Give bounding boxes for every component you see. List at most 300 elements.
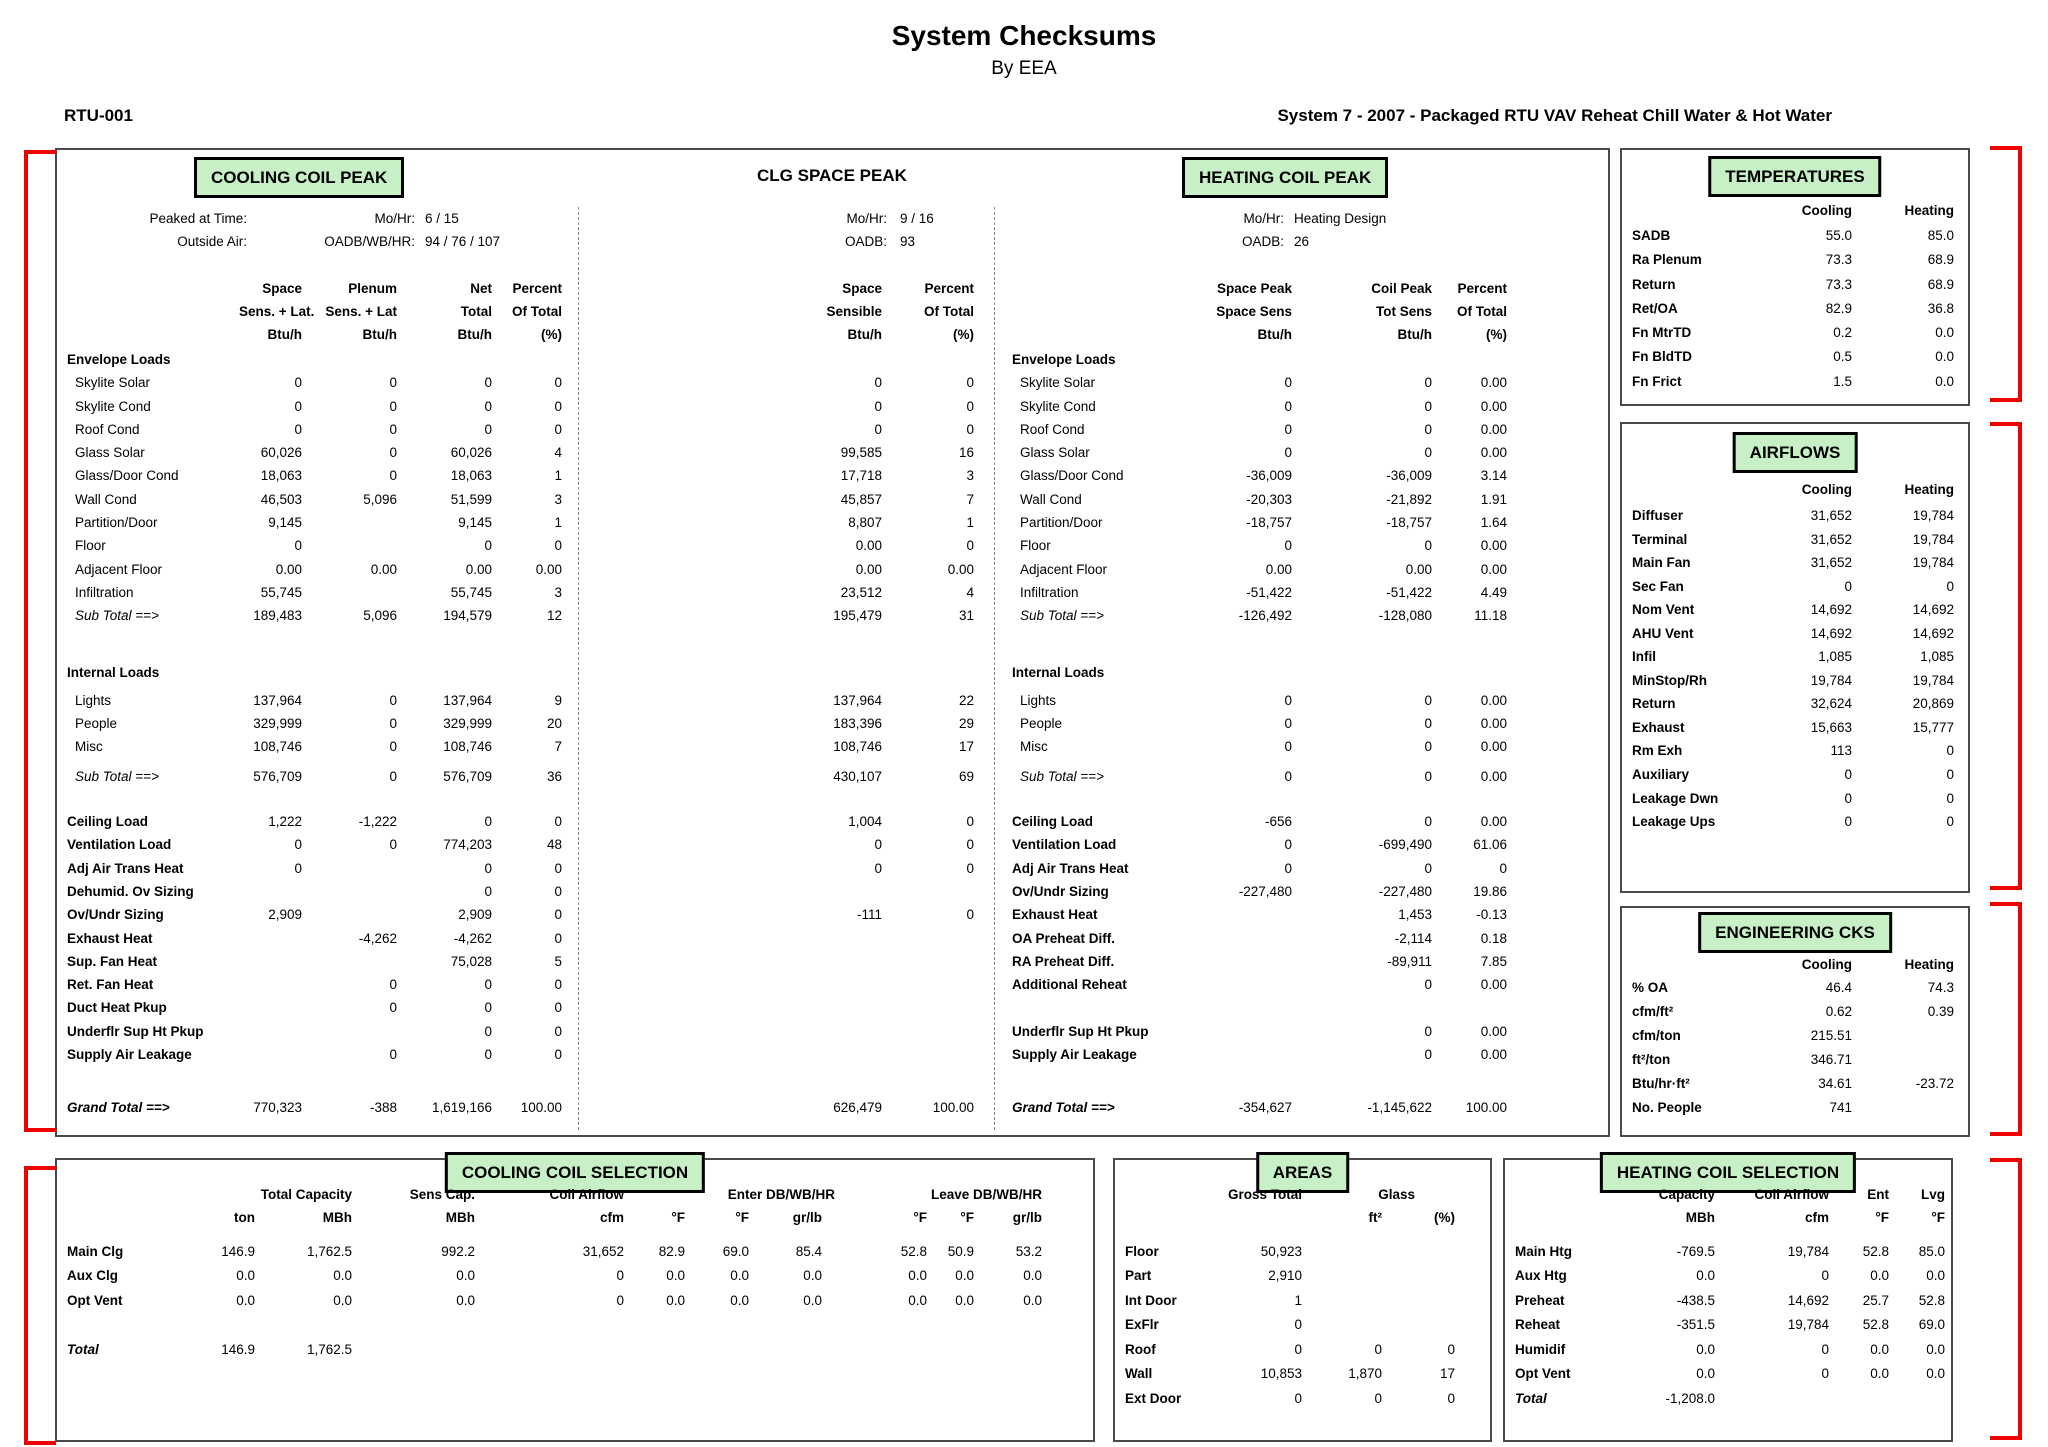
loads-row-label-right: Internal Loads: [1012, 664, 1105, 680]
panel-row: [1632, 1024, 1968, 1048]
loads-cooling-value: 0: [484, 860, 492, 876]
panel-heating-value: 0.0: [1935, 349, 1954, 365]
panel-row: [1632, 224, 1968, 248]
panel-cooling-value: 46.4: [1825, 980, 1852, 995]
loads-heating-value: 100.00: [1465, 1100, 1507, 1116]
table-row: [1125, 1240, 1490, 1264]
areas-value: 1,870: [1348, 1366, 1382, 1382]
loads-cooling-value: 576,709: [443, 768, 492, 784]
loads-row-label-right: Adj Air Trans Heat: [1012, 860, 1129, 876]
heating-selection-unit: cfm: [1804, 1210, 1829, 1225]
loads-cooling-value: 0: [389, 768, 397, 784]
panel-row-label: Terminal: [1632, 531, 1688, 547]
panel-row: [1632, 810, 1968, 834]
loads-heating-value: 0: [1424, 768, 1432, 784]
loads-heating-value: 7.85: [1480, 953, 1507, 969]
loads-heating-value: 0: [1424, 1047, 1432, 1063]
loads-row: [67, 765, 1507, 788]
loads-space-value: 0: [874, 375, 882, 391]
loads-heating-value: 0: [1424, 538, 1432, 554]
loads-heating-value: 0.00: [1480, 768, 1507, 784]
cooling-selection-unit: cfm: [599, 1210, 624, 1225]
loads-space-value: 23,512: [840, 584, 882, 600]
cooling-col-header: Cooling: [1801, 957, 1852, 972]
loads-heating-value: 0: [1284, 837, 1292, 853]
loads-row-label: Duct Heat Pkup: [67, 1000, 167, 1016]
loads-heating-value: 1.91: [1480, 491, 1507, 507]
loads-cooling-value: 36: [546, 768, 562, 784]
loads-cooling-value: 0: [294, 538, 302, 554]
loads-row-label-right: People: [1020, 716, 1063, 732]
areas-value: 0: [1374, 1390, 1382, 1406]
panel-row-label: Nom Vent: [1632, 602, 1695, 618]
loads-space-value: 0: [874, 860, 882, 876]
loads-cooling-value: 9: [554, 692, 562, 708]
heating-selection-row-label: Main Htg: [1515, 1244, 1572, 1259]
loads-row-label: Adjacent Floor: [75, 561, 163, 577]
loads-heating-value: 0.00: [1480, 692, 1507, 708]
loads-space-value: 0: [874, 398, 882, 414]
loads-cooling-value: 5,096: [363, 491, 397, 507]
panel-row-label: % OA: [1632, 980, 1669, 995]
panel-row-label: ft²/ton: [1632, 1052, 1671, 1067]
loads-space-value: 137,964: [833, 692, 882, 708]
panel-cooling-value: 32,624: [1810, 696, 1852, 712]
cooling-selection-value: 50.9: [947, 1244, 974, 1259]
heating-selection-value: 0.0: [1870, 1366, 1889, 1382]
table-row: [1125, 1313, 1490, 1337]
loads-col-header: Space Peak: [1216, 281, 1292, 296]
loads-space-value: 0: [966, 538, 974, 554]
cooling-selection-unit: ton: [234, 1210, 255, 1225]
loads-cooling-value: 0: [484, 814, 492, 830]
heating-selection-value: 0.0: [1926, 1268, 1945, 1284]
temperatures-panel: [1620, 148, 1970, 406]
loads-row-label-right: Wall Cond: [1020, 491, 1082, 507]
heating-selection-value: 0.0: [1696, 1341, 1715, 1357]
table-row: [67, 1240, 1093, 1264]
loads-cooling-value: 770,323: [253, 1100, 302, 1116]
loads-row-label: Ret. Fan Heat: [67, 977, 154, 993]
loads-cooling-value: 108,746: [443, 739, 492, 755]
loads-cooling-value: 3: [554, 584, 562, 600]
loads-heating-value: 0: [1284, 375, 1292, 391]
loads-row: [67, 950, 1507, 973]
heating-selection-value: 19,784: [1787, 1317, 1829, 1333]
loads-cooling-value: 0: [554, 883, 562, 899]
areas-row-label: Int Door: [1125, 1292, 1177, 1308]
heating-coil-selection-heading: HEATING COIL SELECTION: [1600, 1152, 1856, 1193]
loads-heating-value: 0: [1424, 977, 1432, 993]
panel-row-label: Btu/hr·ft²: [1632, 1076, 1690, 1091]
panel-row-label: Rm Exh: [1632, 743, 1683, 759]
loads-row-label: Misc: [75, 739, 103, 755]
loads-space-value: 17: [958, 739, 974, 755]
gross-total-header: Gross Total: [1227, 1187, 1302, 1202]
areas-row-label: Part: [1125, 1268, 1152, 1284]
loads-space-value: 3: [966, 468, 974, 484]
panel-row: [1632, 1000, 1968, 1024]
loads-row-label: Envelope Loads: [67, 352, 171, 367]
panel-row: [1632, 976, 1968, 1000]
loads-row-label: Exhaust Heat: [67, 930, 153, 946]
loads-heating-value: 0.00: [1480, 375, 1507, 391]
panel-row-label: Main Fan: [1632, 555, 1691, 571]
loads-heating-value: 0.00: [1480, 1047, 1507, 1063]
loads-cooling-value: 0: [554, 814, 562, 830]
loads-cooling-value: 0: [484, 1047, 492, 1063]
heating-mohr-value: Heating Design: [1294, 211, 1387, 226]
loads-row-label-right: Envelope Loads: [1012, 352, 1116, 367]
loads-row-label-right: RA Preheat Diff.: [1012, 953, 1115, 969]
loads-cooling-value: -388: [369, 1100, 397, 1116]
loads-heating-value: 61.06: [1473, 837, 1507, 853]
loads-col-header: Net: [470, 281, 492, 296]
loads-cooling-value: 0: [484, 1023, 492, 1039]
cooling-selection-value: 1,762.5: [306, 1244, 352, 1259]
loads-cooling-value: 1: [554, 468, 562, 484]
loads-table-box: [55, 148, 1610, 1137]
loads-heating-value: 0.00: [1480, 1023, 1507, 1039]
loads-cooling-value: 0: [554, 398, 562, 414]
panel-heating-value: 85.0: [1927, 228, 1954, 243]
loads-heating-value: 0.00: [1480, 538, 1507, 554]
loads-space-value: 16: [958, 445, 974, 461]
panel-cooling-value: 0.5: [1833, 349, 1852, 365]
panel-row: [1632, 645, 1968, 669]
loads-row-label-right: Sub Total ==>: [1020, 608, 1104, 624]
loads-cooling-value: 9,145: [268, 515, 302, 531]
table-row: [1125, 1338, 1490, 1362]
loads-row-label: Adj Air Trans Heat: [67, 860, 184, 876]
loads-heating-value: 3.14: [1480, 468, 1507, 484]
panel-row: [1632, 370, 1968, 394]
loads-cooling-value: 1: [554, 515, 562, 531]
cooling-selection-value: 0.0: [333, 1292, 352, 1308]
loads-cooling-value: 55,745: [450, 584, 492, 600]
loads-row: [67, 418, 1507, 441]
loads-space-value: 183,396: [833, 716, 882, 732]
loads-cooling-value: 51,599: [450, 491, 492, 507]
table-row: [67, 1289, 1093, 1313]
red-bracket-main-left: [24, 150, 56, 1132]
loads-row: [67, 833, 1507, 856]
temperatures-rows: [1622, 224, 1968, 394]
loads-col-header: Btu/h: [1397, 327, 1432, 342]
loads-col-header: Percent: [1457, 281, 1507, 296]
loads-row: [67, 810, 1507, 833]
loads-row: [67, 558, 1507, 581]
cooling-selection-value: 0.0: [456, 1268, 475, 1284]
loads-heating-value: 1.64: [1480, 515, 1507, 531]
table-row: [67, 1313, 1093, 1337]
panel-cooling-value: 0: [1844, 578, 1852, 594]
loads-cooling-value: 0: [294, 837, 302, 853]
heating-selection-row-label: Reheat: [1515, 1317, 1561, 1333]
space-mohr-value: 9 / 16: [900, 211, 934, 226]
units-row: [1125, 1206, 1490, 1230]
loads-cooling-value: 0: [389, 398, 397, 414]
clg-space-peak-heading: CLG SPACE PEAK: [757, 166, 907, 185]
heating-selection-value: 0: [1821, 1366, 1829, 1382]
loads-cooling-value: 0: [554, 421, 562, 437]
loads-row: [67, 511, 1507, 534]
areas-table: [1113, 1158, 1492, 1442]
loads-heating-value: 0: [1284, 860, 1292, 876]
loads-heating-value: 0: [1284, 768, 1292, 784]
loads-heating-value: -36,009: [1246, 468, 1292, 484]
loads-row-label-right: OA Preheat Diff.: [1012, 930, 1116, 946]
areas-value: 17: [1439, 1366, 1455, 1382]
cooling-selection-unit: °F: [913, 1210, 927, 1225]
red-bracket-heating-selection: [1990, 1158, 2022, 1440]
cooling-selection-value: 0.0: [955, 1268, 974, 1284]
engineering-col-headers: [1622, 954, 1968, 976]
loads-cooling-value: 0: [294, 421, 302, 437]
loads-cooling-value: 0: [389, 977, 397, 993]
loads-cooling-value: 2,909: [268, 907, 302, 923]
cooling-selection-value: 1,762.5: [306, 1341, 352, 1357]
heating-selection-value: -1,208.0: [1665, 1390, 1715, 1406]
loads-heating-value: 0: [1424, 1023, 1432, 1039]
loads-cooling-value: 0.00: [275, 561, 302, 577]
loads-cooling-value: 0: [389, 837, 397, 853]
loads-heating-value: 0: [1284, 538, 1292, 554]
loads-row-label-right: Exhaust Heat: [1012, 907, 1098, 923]
panel-cooling-value: 73.3: [1825, 252, 1852, 268]
heating-selection-units: [1505, 1206, 1951, 1230]
loads-col-header: (%): [541, 327, 562, 342]
loads-col-header: Space: [262, 281, 302, 296]
cooling-selection-value: 992.2: [441, 1244, 475, 1259]
cooling-selection-value: 82.9: [658, 1244, 685, 1259]
panel-row-label: Fn Frict: [1632, 373, 1682, 389]
loads-header-row: [67, 277, 1507, 300]
space-oadb-value: 93: [900, 234, 916, 249]
table-row: [1125, 1387, 1490, 1411]
panel-row: [1632, 622, 1968, 646]
loads-space-value: 22: [958, 692, 974, 708]
heating-selection-value: 0.0: [1870, 1341, 1889, 1357]
loads-cooling-value: 0: [389, 692, 397, 708]
loads-col-header: Of Total: [1457, 304, 1507, 319]
loads-col-header: (%): [953, 327, 974, 342]
loads-row: [67, 973, 1507, 996]
cooling-oadb-label: OADB/WB/HR:: [324, 234, 415, 249]
panel-row: [1632, 551, 1968, 575]
heating-selection-rows: [1505, 1240, 1951, 1411]
loads-row: [67, 1043, 1507, 1066]
loads-cooling-value: 0: [389, 468, 397, 484]
panel-heating-value: 15,777: [1912, 719, 1954, 735]
loads-row-label-right: Infiltration: [1020, 584, 1079, 600]
loads-cooling-value: 0: [484, 538, 492, 554]
loads-cooling-value: 0: [484, 1000, 492, 1016]
table-row: [1515, 1240, 1951, 1264]
panel-row-label: No. People: [1632, 1100, 1702, 1115]
ent-header: Ent: [1867, 1187, 1889, 1202]
loads-cooling-value: 46,503: [260, 491, 302, 507]
loads-row-label: Floor: [75, 538, 106, 554]
heating-selection-row-label: Aux Htg: [1515, 1268, 1567, 1284]
heating-selection-row-label: Opt Vent: [1515, 1366, 1571, 1382]
loads-heating-value: 0: [1424, 445, 1432, 461]
loads-row-label: Wall Cond: [75, 491, 137, 507]
cooling-selection-value: 0: [616, 1268, 624, 1284]
panel-row-label: cfm/ton: [1632, 1028, 1681, 1043]
areas-rows: [1115, 1240, 1490, 1411]
loads-cooling-value: 0: [294, 375, 302, 391]
loads-cooling-value: 137,964: [253, 692, 302, 708]
loads-row: [67, 712, 1507, 735]
panel-row: [1632, 321, 1968, 345]
loads-row-label: Sup. Fan Heat: [67, 953, 158, 969]
panel-row-label: Infil: [1632, 649, 1656, 665]
cooling-coil-selection-table: [55, 1158, 1095, 1442]
panel-row-label: Auxiliary: [1632, 767, 1690, 783]
loads-cooling-value: 0: [554, 1023, 562, 1039]
panel-cooling-value: 19,784: [1810, 672, 1852, 688]
loads-heating-value: 0.00: [1480, 977, 1507, 993]
loads-heating-value: 0: [1284, 398, 1292, 414]
loads-col-header: Btu/h: [267, 327, 302, 342]
cooling-selection-rows: [57, 1240, 1093, 1362]
areas-value: 0: [1294, 1317, 1302, 1333]
enter-dbwbhr-header: Enter DB/WB/HR: [727, 1187, 835, 1202]
heating-oadb-value: 26: [1294, 234, 1310, 249]
panel-row-label: Return: [1632, 276, 1676, 292]
table-row: [67, 1338, 1093, 1362]
loads-cooling-value: 0: [484, 883, 492, 899]
loads-row-label: People: [75, 716, 118, 732]
loads-cooling-value: 194,579: [443, 608, 492, 624]
cooling-selection-value: 0.0: [456, 1292, 475, 1308]
loads-space-value: 108,746: [833, 739, 882, 755]
loads-space-value: 17,718: [840, 468, 882, 484]
loads-col-header: Sens. + Lat: [325, 304, 397, 319]
cooling-selection-unit: gr/lb: [792, 1210, 822, 1225]
loads-space-value: 7: [966, 491, 974, 507]
loads-heating-value: -0.13: [1476, 907, 1507, 923]
panel-row-label: Sec Fan: [1632, 578, 1684, 594]
loads-space-value: 0: [874, 837, 882, 853]
loads-heating-value: 0: [1424, 814, 1432, 830]
loads-row-label: Sub Total ==>: [75, 608, 159, 624]
cooling-selection-value: 0.0: [730, 1292, 749, 1308]
areas-value: 0: [1294, 1341, 1302, 1357]
areas-row-label: Ext Door: [1125, 1390, 1182, 1406]
heating-coil-peak-heading: HEATING COIL PEAK: [1182, 157, 1388, 198]
loads-row: [67, 464, 1507, 487]
loads-cooling-value: 0: [484, 421, 492, 437]
areas-value: 50,923: [1260, 1244, 1302, 1259]
loads-row-label-right: Ceiling Load: [1012, 814, 1093, 830]
loads-cooling-value: 0: [389, 421, 397, 437]
loads-row-label: Underflr Sup Ht Pkup: [67, 1023, 204, 1039]
panel-heating-value: 0: [1946, 814, 1954, 830]
cooling-selection-unit: gr/lb: [1012, 1210, 1042, 1225]
loads-row-label-right: Underflr Sup Ht Pkup: [1012, 1023, 1149, 1039]
loads-heating-value: 0: [1424, 716, 1432, 732]
loads-cooling-value: 5,096: [363, 608, 397, 624]
loads-col-header: Percent: [924, 281, 974, 296]
heating-selection-value: 0: [1821, 1268, 1829, 1284]
panel-row-label: SADB: [1632, 228, 1671, 243]
heating-selection-value: 0.0: [1926, 1366, 1945, 1382]
panel-row: [1632, 598, 1968, 622]
glass-header: Glass: [1378, 1187, 1415, 1202]
loads-row-label-right: Floor: [1020, 538, 1051, 554]
loads-cooling-value: 60,026: [260, 445, 302, 461]
panel-heating-value: 0: [1946, 743, 1954, 759]
panel-cooling-value: 0: [1844, 814, 1852, 830]
loads-cooling-value: 75,028: [450, 953, 492, 969]
heating-selection-value: -438.5: [1676, 1292, 1715, 1308]
loads-heating-value: 19.86: [1473, 883, 1507, 899]
panel-heating-value: 1,085: [1920, 649, 1954, 665]
loads-col-header: Btu/h: [362, 327, 397, 342]
loads-space-value: 0.00: [947, 561, 974, 577]
loads-row-label-right: Ventilation Load: [1012, 837, 1117, 853]
red-bracket-temperatures: [1990, 146, 2022, 402]
loads-row-label: Ventilation Load: [67, 837, 172, 853]
panel-cooling-value: 55.0: [1825, 228, 1852, 243]
loads-cooling-value: 329,999: [443, 716, 492, 732]
loads-row: [67, 1020, 1507, 1043]
panel-cooling-value: 0.2: [1833, 325, 1852, 341]
panel-row-label: Ret/OA: [1632, 300, 1678, 316]
loads-cooling-value: 0: [389, 716, 397, 732]
table-row: [1515, 1289, 1951, 1313]
loads-row: [67, 581, 1507, 604]
loads-heating-value: -227,480: [1238, 883, 1292, 899]
loads-cooling-value: 1,619,166: [431, 1100, 492, 1116]
cooling-coil-selection-heading: COOLING COIL SELECTION: [445, 1152, 705, 1193]
total-capacity-header: Total Capacity: [260, 1187, 352, 1202]
areas-units: [1115, 1206, 1490, 1230]
loads-heating-value: 0.00: [1480, 814, 1507, 830]
loads-row: [67, 735, 1507, 758]
loads-rows: [67, 348, 1507, 1120]
panel-cooling-value: 15,663: [1810, 719, 1852, 735]
panel-row: [1632, 1048, 1968, 1072]
table-row: [1515, 1362, 1951, 1386]
areas-unit: ft²: [1368, 1210, 1382, 1225]
space-oadb-label: OADB:: [844, 234, 887, 249]
loads-row-label: Internal Loads: [67, 664, 160, 680]
loads-heating-value: 1,453: [1398, 907, 1432, 923]
loads-heating-value: 0: [1284, 716, 1292, 732]
loads-cooling-value: 0: [554, 907, 562, 923]
loads-cooling-value: 0: [554, 977, 562, 993]
loads-heating-value: 0: [1424, 421, 1432, 437]
space-mohr-label: Mo/Hr:: [846, 211, 887, 226]
loads-heating-value: -89,911: [1387, 953, 1432, 969]
units-row: [1515, 1206, 1951, 1230]
panel-heating-value: 19,784: [1912, 531, 1954, 547]
loads-heating-value: -699,490: [1378, 837, 1432, 853]
loads-space-value: 100.00: [932, 1100, 974, 1116]
loads-column-headers: [67, 277, 1507, 346]
loads-cooling-value: 9,145: [458, 515, 492, 531]
panel-heating-value: 20,869: [1912, 696, 1954, 712]
panel-row-label: Exhaust: [1632, 719, 1685, 735]
loads-row-label-right: Skylite Cond: [1020, 398, 1096, 414]
heating-selection-value: 0: [1821, 1341, 1829, 1357]
system-description: System 7 - 2007 - Packaged RTU VAV Reheat Chill Water & Hot Water: [1277, 106, 1832, 125]
heating-selection-value: -769.5: [1676, 1244, 1715, 1259]
loads-space-value: 0: [966, 398, 974, 414]
